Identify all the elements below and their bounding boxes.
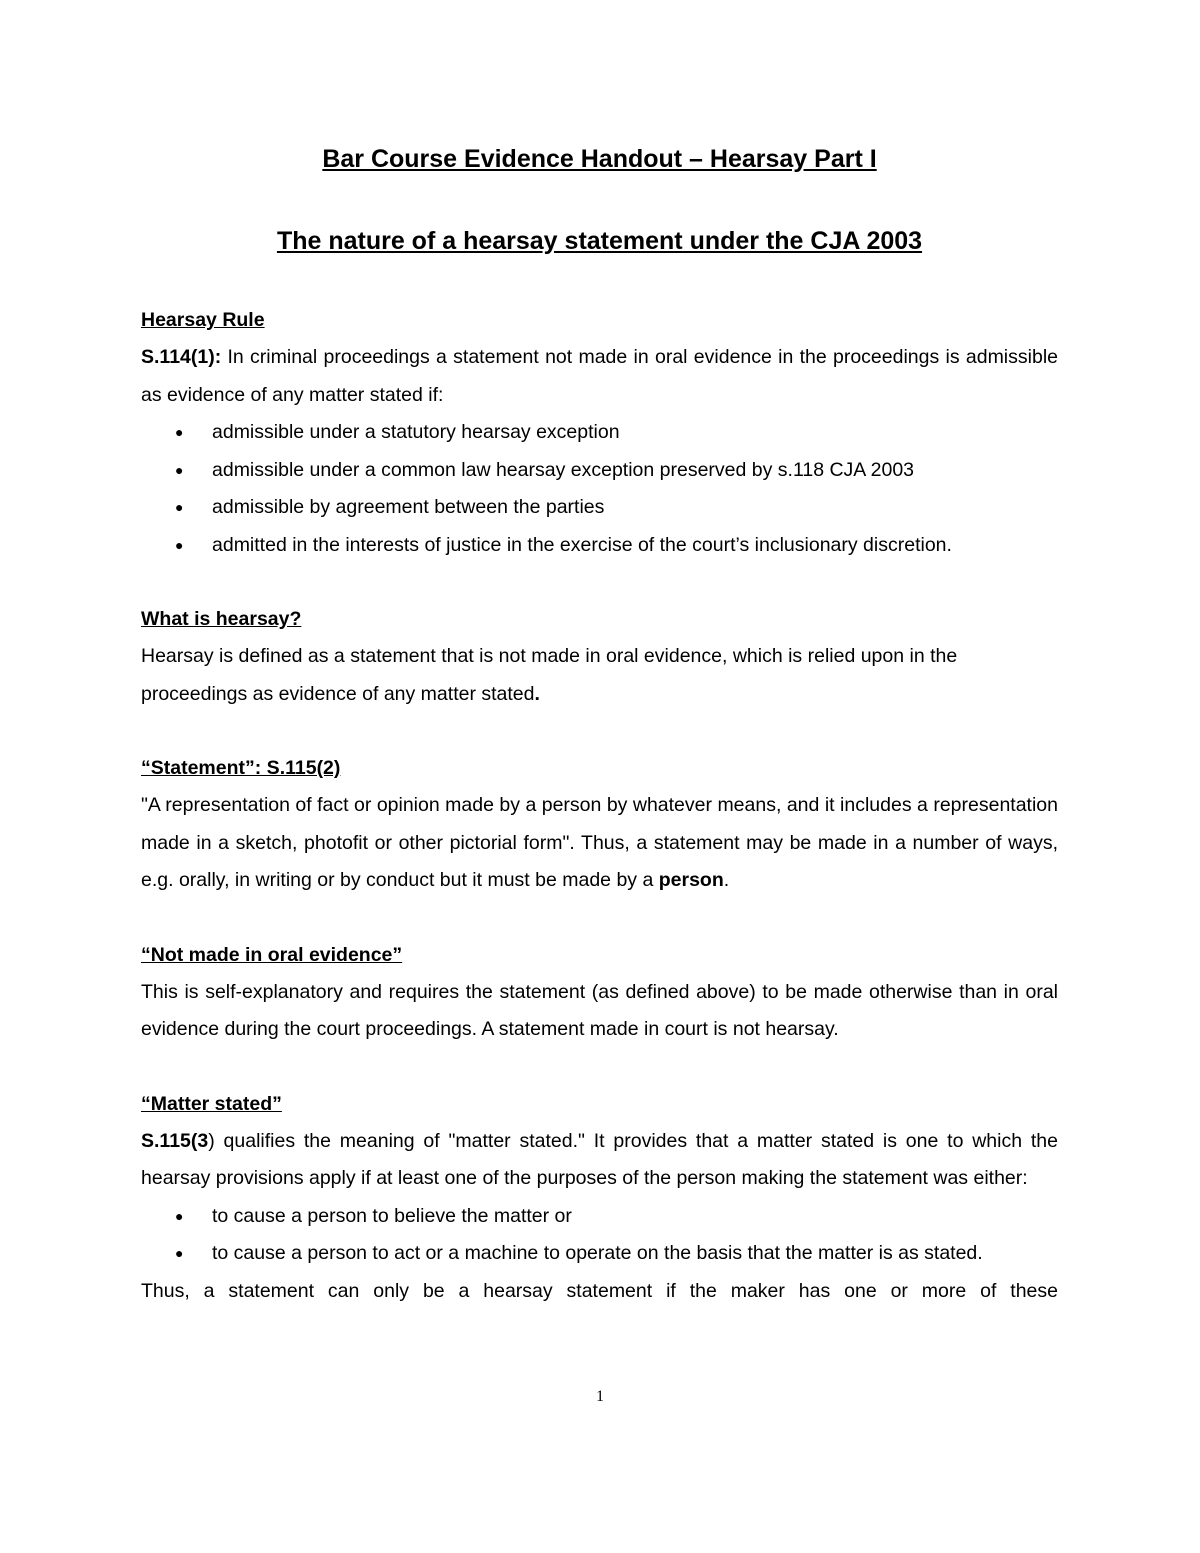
what-is-hearsay-paragraph (141, 638, 1058, 713)
matter-stated-closing: Thus, a statement can only be a hearsay statement if the maker has one or more of these (141, 1279, 1058, 1302)
bullet-icon: ● (175, 499, 184, 515)
page-number: 1 (596, 1388, 604, 1405)
list-item-text: to cause a person to believe the matter or (212, 1204, 572, 1227)
not-oral-evidence-heading: “Not made in oral evidence” (141, 943, 403, 966)
paragraph-text: In criminal proceedings a statement not made in oral evidence in the proceedings is admissible as evidence of any matter stated if: (141, 346, 1058, 406)
matter-stated-paragraph (141, 1123, 1058, 1198)
list-item (141, 1198, 1058, 1236)
matter-stated-heading: “Matter stated” (141, 1092, 282, 1115)
document-title: Bar Course Evidence Handout – Hearsay Part I (322, 145, 877, 173)
not-oral-evidence-paragraph: This is self-explanatory and requires the statement (as defined above) to be made otherwise than in oral evidence during the court proceedings. A statement made in court is not hearsay. (141, 980, 1058, 1040)
list-item-text: admissible under a statutory hearsay exception (212, 421, 620, 443)
list-item-text: admissible by agreement between the parties (212, 496, 605, 518)
statement-heading: “Statement”: S.115(2) (141, 757, 341, 779)
bullet-icon: ● (175, 1245, 184, 1261)
list-item (141, 527, 1058, 565)
hearsay-rule-heading: Hearsay Rule (141, 309, 265, 331)
spacer (141, 900, 1058, 937)
paragraph-text: ) qualifies the meaning of "matter stated." It provides that a matter stated is one to which the hearsay provisions apply if at least one of the purposes of the person making the statement was either: (141, 1129, 1058, 1189)
list-item-text: to cause a person to act or a machine to operate on the basis that the matter is as stated. (212, 1242, 983, 1264)
spacer (141, 1049, 1058, 1086)
list-item (141, 1235, 1058, 1273)
document-subtitle: The nature of a hearsay statement under the CJA 2003 (276, 227, 923, 255)
list-item (141, 452, 1058, 490)
paragraph-text: Hearsay is defined as a statement that is not made in oral evidence, which is relied upon in the proceedings as evidence of any matter stated (141, 645, 958, 705)
spacer (141, 564, 1058, 601)
what-is-hearsay-heading: What is hearsay? (141, 608, 302, 630)
statement-paragraph (141, 787, 1058, 900)
bullet-icon: ● (175, 424, 184, 440)
emphasis-word: person (658, 869, 724, 891)
page-content (141, 140, 1058, 1310)
list-item (141, 489, 1058, 527)
bullet-icon: ● (175, 1207, 184, 1224)
bullet-icon: ● (175, 461, 184, 478)
paragraph-end: . (534, 682, 540, 705)
list-item-text: admitted in the interests of justice in the exercise of the court’s inclusionary discretion. (212, 533, 952, 556)
paragraph-end: . (723, 869, 730, 891)
paragraph-text: "A representation of fact or opinion made by a person by whatever means, and it includes a representation made in a sketch, photofit or other pictorial form". Thus, a statement may be made in a number of ways, e.g. orally, in writing or by conduct but it must be made by a (141, 794, 1058, 891)
bullet-icon: ● (175, 536, 184, 553)
section-ref: S.115(3 (141, 1129, 209, 1152)
section-ref: S.114(1): (141, 346, 222, 368)
list-item (141, 414, 1058, 452)
list-item-text: admissible under a common law hearsay exception preserved by s.118 CJA 2003 (212, 458, 915, 481)
spacer (141, 713, 1058, 750)
hearsay-rule-paragraph (141, 339, 1058, 414)
matter-stated-list (141, 1198, 1058, 1273)
hearsay-rule-list (141, 414, 1058, 564)
